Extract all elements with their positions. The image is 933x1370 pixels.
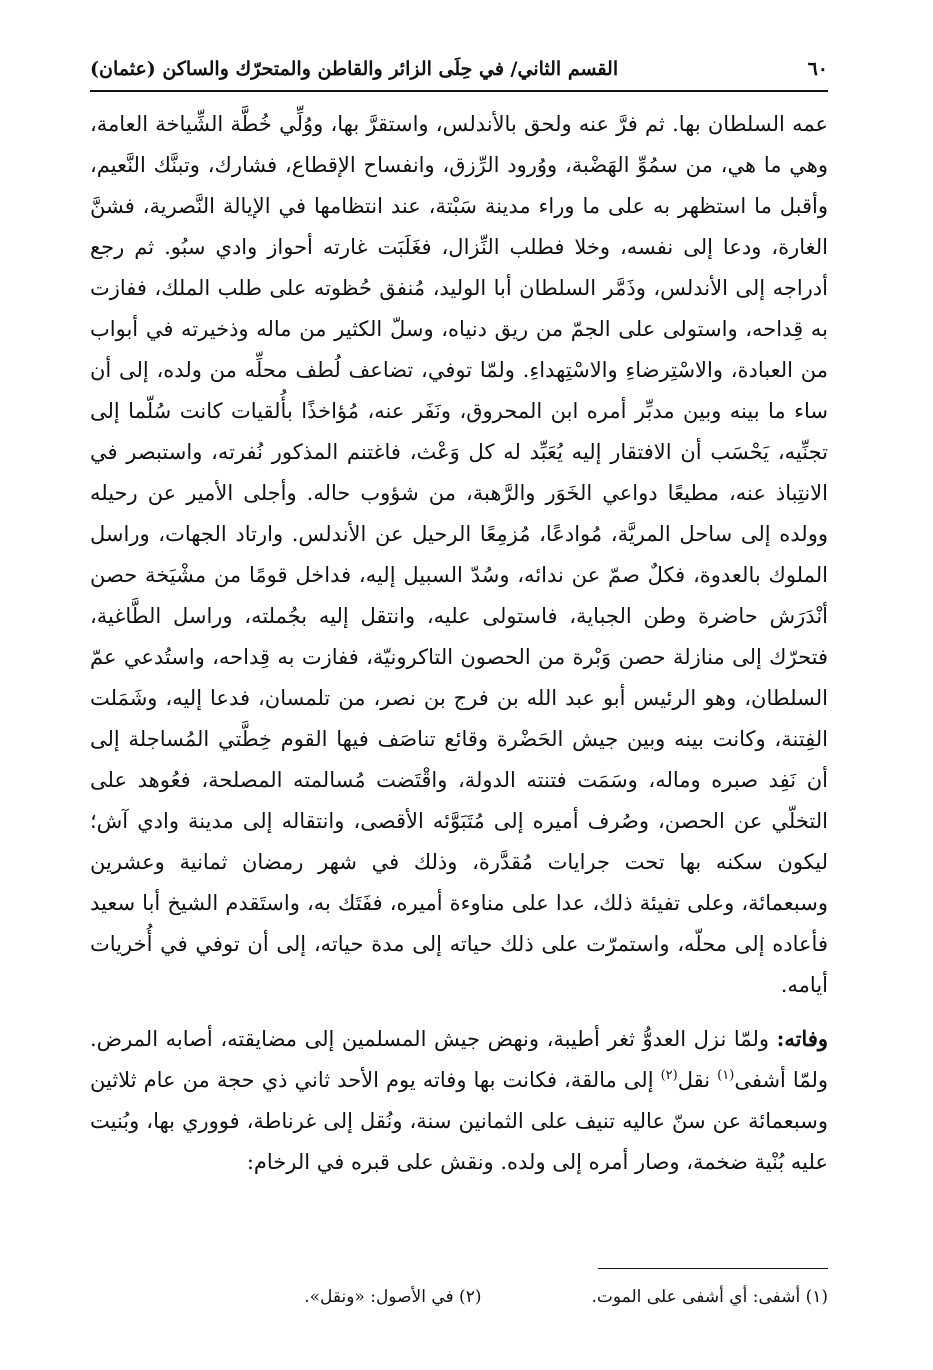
footnotes [90, 1283, 828, 1311]
running-header [90, 52, 828, 86]
biography-paragraph: عمه السلطان بها. ثم فرَّ عنه ولحق بالأندلس، واستقرَّ بها، ووُلِّي خُطَّة الشِّياخة العامة، وهي ما هي، من سمُوِّ الهَضْبة، ووُرود الرِّزق، وانفساح الإقطاع، فشارك، وتبنَّك النَّعيم، وأقبل ما استظهر به على ما وراء مدينة سَبْتة، عند انتظامها في الإيالة النَّصرية، فشنَّ الغارة، ودعا إلى نفسه، وخلا فطلب النِّزال، فغَلَبَت غارته أحواز وادي سبُو. ثم رجع أدراجه إلى الأندلس، وذَمَّر السلطان أبا الوليد، مُنفق حُظوته على طلب الملك، ففازت به قِداحه، واستولى على الجمّ من ريق دنياه، وسلّ الكثير من ماله وذخيرته في أبواب من العبادة، والاسْتِرضاءِ والاسْتِهداءِ. ولمّا توفي، تضاعف لُطف محلِّه من ولده، إلى أن ساء ما بينه وبين مدبِّر أمره ابن المحروق، ونَفَر عنه، مُؤاخذًا بأُلقيات كانت سُلّما إلى تجنِّيه، يَحْسَب أن الافتقار إليه يُعَبِّد له كل وَعْث، فاغتنم المذكور نُفرته، واستبصر في الانتِباذ عنه، مطيعًا دواعي الخَوَر والرَّهبة، من شؤوب حاله. وأجلى الأمير عن رحيله وولده إلى ساحل المريَّة، مُوادعًا، مُزمِعًا الرحيل عن الأندلس. وارتاد الجهات، وراسل الملوك بالعدوة، فكلٌ صمّ عن ندائه، وسُدّ السبيل إليه، فداخل قومًا من مشْيَخة حصن أنْدَرَش حاضرة وطن الجباية، فاستولى عليه، وانتقل إليه بجُملته، وراسل الطَّاغية، فتحرّك إلى منازلة حصن وَبْرة من الحصون التاكرونيّة، ففازت به قِداحه، واستُدعي عمّ السلطان، وهو الرئيس أبو عبد الله بن فرج بن نصر، من تلمسان، فدعا إليه، وشَمَلت الفِتنة، وكانت بينه وبين جيش الحَضْرة وقائع تناصَف فيها القوم خِطَّتي المُساجلة إلى أن نَفِد صبره وماله، وسَمَت فتنته الدولة، واقْتَضت مُسالمته المصلحة، فعُوهد على التخلّي عن الحصن، وصُرف أميره إلى مُتَبَوَّئه الأقصى، وانتقاله إلى مدينة وادي آش؛ ليكون سكنه بها تحت جرايات مُقدَّرة، وذلك في شهر رمضان ثمانية وعشرين وسبعمائة، وعلى تفيئة ذلك، عدا على مناوءة أميره، ففَتَك به، واستَقدم الشيخ أبا سعيد فأعاده إلى محلّه، واستمرّت على ذلك حياته إلى مدة حياته، إلى أن توفي في أُخريات أيامه. [90, 112, 828, 997]
death-heading: وفاته: [776, 1026, 828, 1051]
footnote-ref-2[interactable]: (٢) [660, 1068, 678, 1083]
header-rule [90, 90, 828, 92]
page-number: ٦٠ [807, 58, 828, 80]
death-text-part3: إلى مالقة، فكانت بها وفاته يوم الأحد ثاني ذي حجة من عام ثلاثين وسبعمائة عن سنّ عاليه تنيف على الثمانين سنة، ونُقل إلى غرناطة، فووري بها، وبُنيت عليه بُنْية ضخمة، وصار أمره إلى ولده. ونقش على قبره في الرخام: [90, 1068, 828, 1174]
death-text-part1: ولمّا نزل العدوُّ ثغر أطيبة، ونهض جيش المسلمين إلى مضايقته، أصابه المرض. ولمّا أشفى [90, 1027, 828, 1092]
footnote-1: (١) أشفى: أي أشفى على الموت. [591, 1287, 828, 1307]
footnote-2: (٢) في الأصول: «ونقل». [304, 1287, 482, 1307]
death-paragraph [90, 1018, 828, 1183]
main-text [90, 104, 828, 1183]
death-text-part2: نقل [677, 1068, 711, 1092]
footnote-ref-1[interactable]: (١) [717, 1068, 735, 1083]
footnote-rule [598, 1268, 828, 1269]
running-title: القسم الثاني/ في حِلَى الزائر والقاطن والمتحرّك والساكن (عثمان) [90, 58, 619, 80]
